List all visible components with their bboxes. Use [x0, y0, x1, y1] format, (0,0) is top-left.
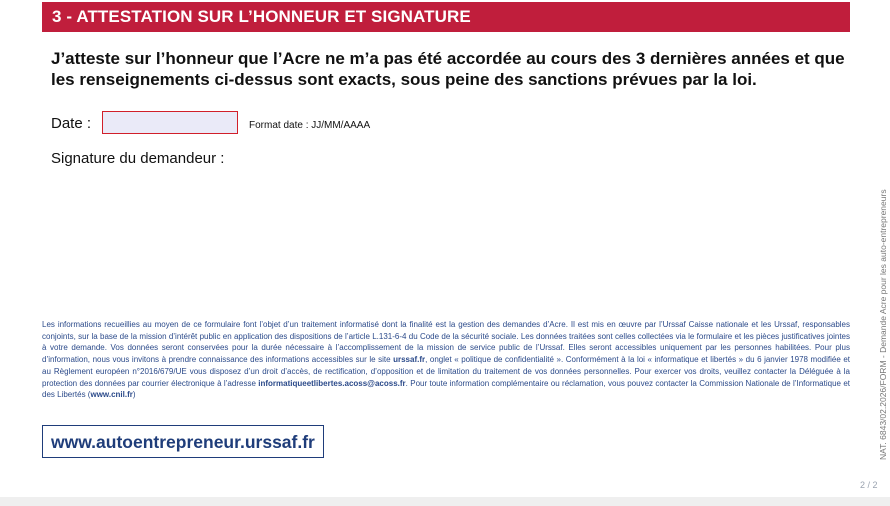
- date-format-hint: Format date : JJ/MM/AAAA: [249, 120, 371, 131]
- signature-label: Signature du demandeur :: [51, 150, 225, 167]
- privacy-notice-text-2: , onglet « politique de confidentialité ». Conformément à la loi « informatique et libertés » du 6 janvier 1978 modifiée et au Règlement européen n°2016/679/UE vous disposez d’un droit d’accès, de rectification, d’opposition et de limitation du traitement de vos données personnelles. Pour exercer vos droits, veuillez contacter la Déléguée à la protection des données par courrier électronique à l’adresse: [42, 355, 850, 388]
- privacy-notice-text-4: ): [132, 390, 136, 400]
- section-title: 3 - ATTESTATION SUR L’HONNEUR ET SIGNATURE: [52, 7, 471, 26]
- website-link-box[interactable]: www.autoentrepreneur.urssaf.fr: [42, 425, 324, 458]
- date-input[interactable]: [102, 111, 238, 134]
- privacy-notice-text-3: . Pour toute information complémentaire ou réclamation, vous pouvez contacter la Commission Nationale de l’Informatique et des Libertés (: [42, 378, 850, 400]
- section-header: [42, 2, 850, 32]
- page-bottom-edge: [0, 497, 890, 506]
- cnil-link[interactable]: www.cnil.fr: [90, 390, 133, 400]
- privacy-notice-text-1: Les informations recueillies au moyen de ce formulaire font l’objet d’un traitement informatisé dont la finalité est la gestion des demandes d’Acre. Il est mis en œuvre par l’Urssaf Caisse nationale et les Urssaf, responsables conjoints, sur la base de la mission d’intérêt public en application des dispositions de l’article L.131-6-4 du Code de la sécurité sociale. Les données traitées sont celles collectées via le formulaire et les pièces justificatives jointes à votre demande. Vos données seront conservées pour la durée nécessaire à l’accomplissement de la mission de service public de l’Urssaf. Elles seront accessibles uniquement par les personnes habilitées. Pour plus d’information, nous vous invitons à prendre connaissance des informations accessibles sur le site: [42, 320, 850, 365]
- urssaf-link[interactable]: urssaf.fr: [393, 355, 426, 365]
- date-label: Date :: [51, 115, 92, 132]
- attestation-statement: J’atteste sur l’honneur que l’Acre ne m’a pas été accordée au cours des 3 dernières années et que les renseignements ci-dessus sont exacts, sous peine des sanctions prévues par la loi.: [51, 49, 845, 89]
- form-reference: NAT. 6843/02.2026/FORM - Demande Acre pour les auto-entrepreneurs: [878, 189, 888, 460]
- privacy-notice: [42, 319, 850, 401]
- page-number: 2 / 2: [860, 480, 878, 490]
- dpo-email-link[interactable]: informatiqueetlibertes.acoss@acoss.fr: [258, 378, 406, 388]
